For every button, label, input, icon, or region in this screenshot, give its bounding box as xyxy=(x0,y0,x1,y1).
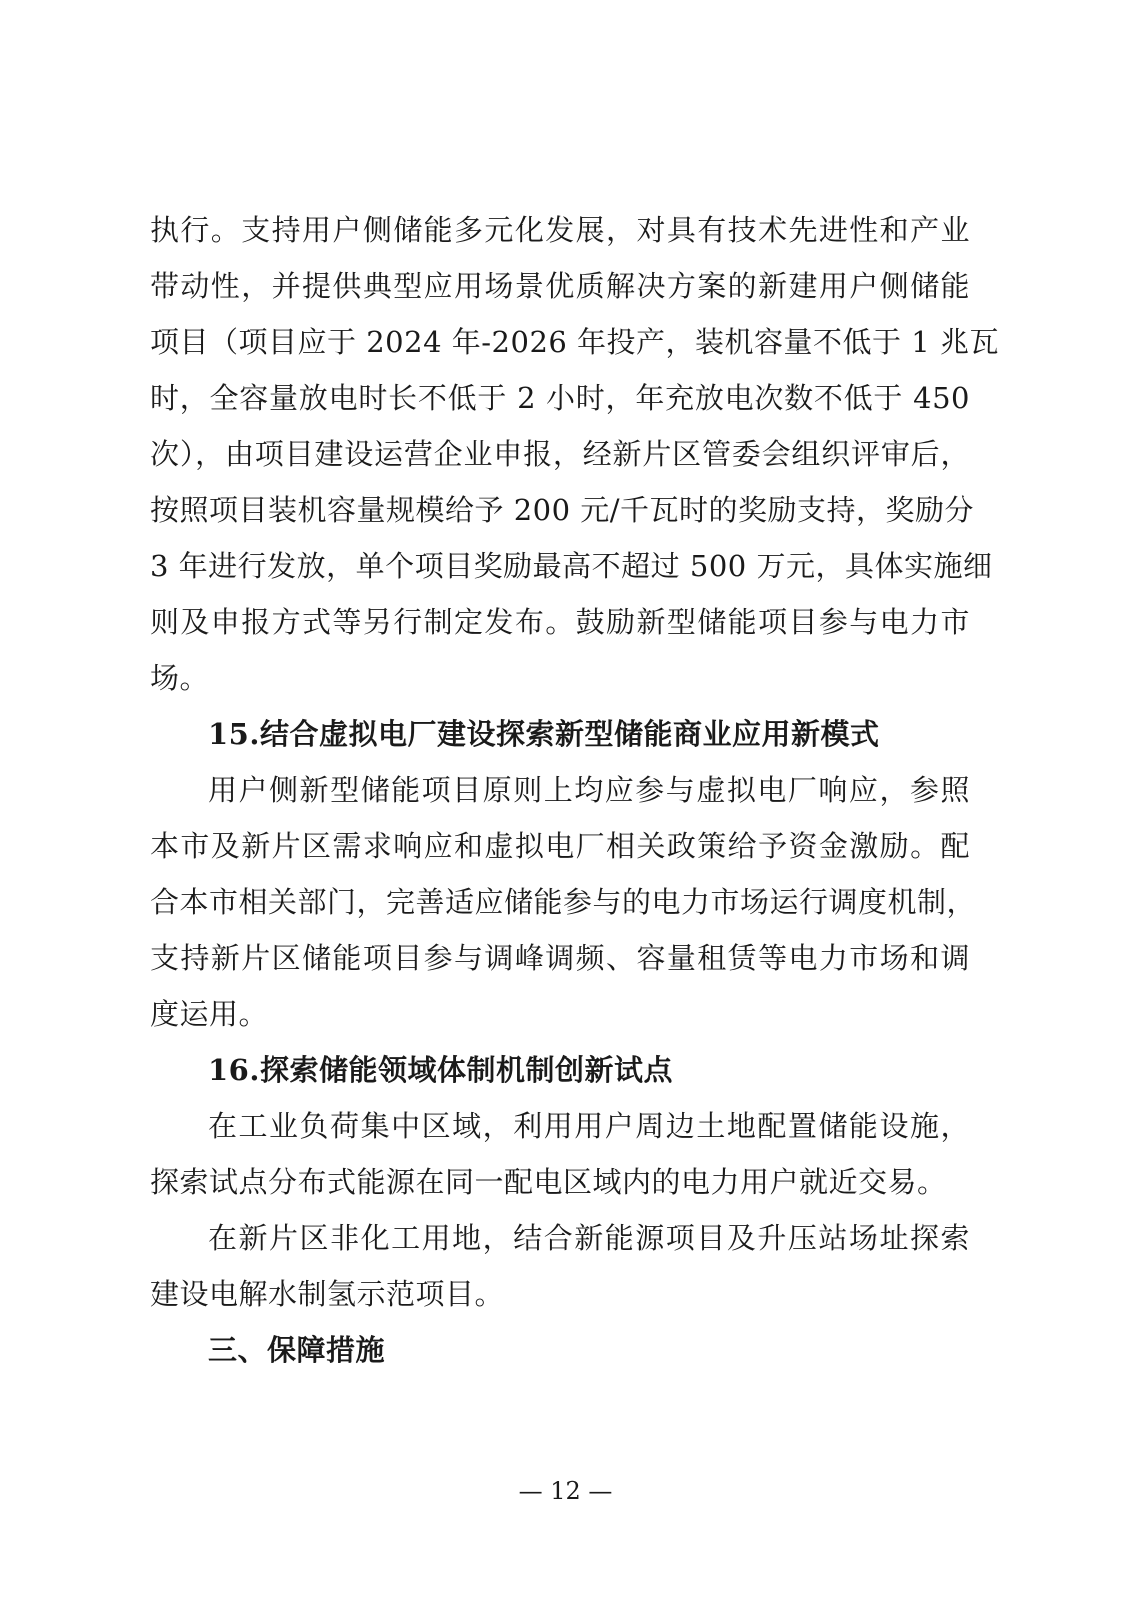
paragraph-line: 执行。支持用户侧储能多元化发展，对具有技术先进性和产业 xyxy=(150,213,970,247)
paragraph-line: 场。 xyxy=(150,661,210,695)
paragraph-line: 探索试点分布式能源在同一配电区域内的电力用户就近交易。 xyxy=(150,1165,947,1199)
paragraph-line: 项目（项目应于 2024 年-2026 年投产，装机容量不低于 1 兆瓦 xyxy=(150,325,999,359)
section-heading: 16.探索储能领域体制机制创新试点 xyxy=(208,1053,673,1087)
paragraph-line: 在新片区非化工用地，结合新能源项目及升压站场址探索 xyxy=(208,1221,970,1255)
paragraph-line: 3 年进行发放，单个项目奖励最高不超过 500 万元，具体实施细 xyxy=(150,549,993,583)
paragraph-line: 用户侧新型储能项目原则上均应参与虚拟电厂响应，参照 xyxy=(208,773,970,807)
section-heading: 15.结合虚拟电厂建设探索新型储能商业应用新模式 xyxy=(208,717,880,751)
paragraph-line: 本市及新片区需求响应和虚拟电厂相关政策给予资金激励。配 xyxy=(150,829,970,863)
paragraph-line: 度运用。 xyxy=(150,997,269,1031)
paragraph-line: 带动性，并提供典型应用场景优质解决方案的新建用户侧储能 xyxy=(150,269,970,303)
paragraph-line: 支持新片区储能项目参与调峰调频、容量租赁等电力市场和调 xyxy=(150,941,970,975)
paragraph-line: 按照项目装机容量规模给予 200 元/千瓦时的奖励支持，奖励分 xyxy=(150,493,975,527)
paragraph-line: 合本市相关部门，完善适应储能参与的电力市场运行调度机制， xyxy=(150,885,977,919)
paragraph-line: 则及申报方式等另行制定发布。鼓励新型储能项目参与电力市 xyxy=(150,605,970,639)
page-number: — 12 — xyxy=(518,1477,613,1505)
chapter-heading: 三、保障措施 xyxy=(208,1333,386,1367)
paragraph-line: 时，全容量放电时长不低于 2 小时，年充放电次数不低于 450 xyxy=(150,381,970,415)
paragraph-line: 次），由项目建设运营企业申报，经新片区管委会组织评审后， xyxy=(150,437,970,471)
paragraph-line: 建设电解水制氢示范项目。 xyxy=(150,1277,505,1311)
paragraph-line: 在工业负荷集中区域，利用用户周边土地配置储能设施， xyxy=(208,1109,970,1143)
